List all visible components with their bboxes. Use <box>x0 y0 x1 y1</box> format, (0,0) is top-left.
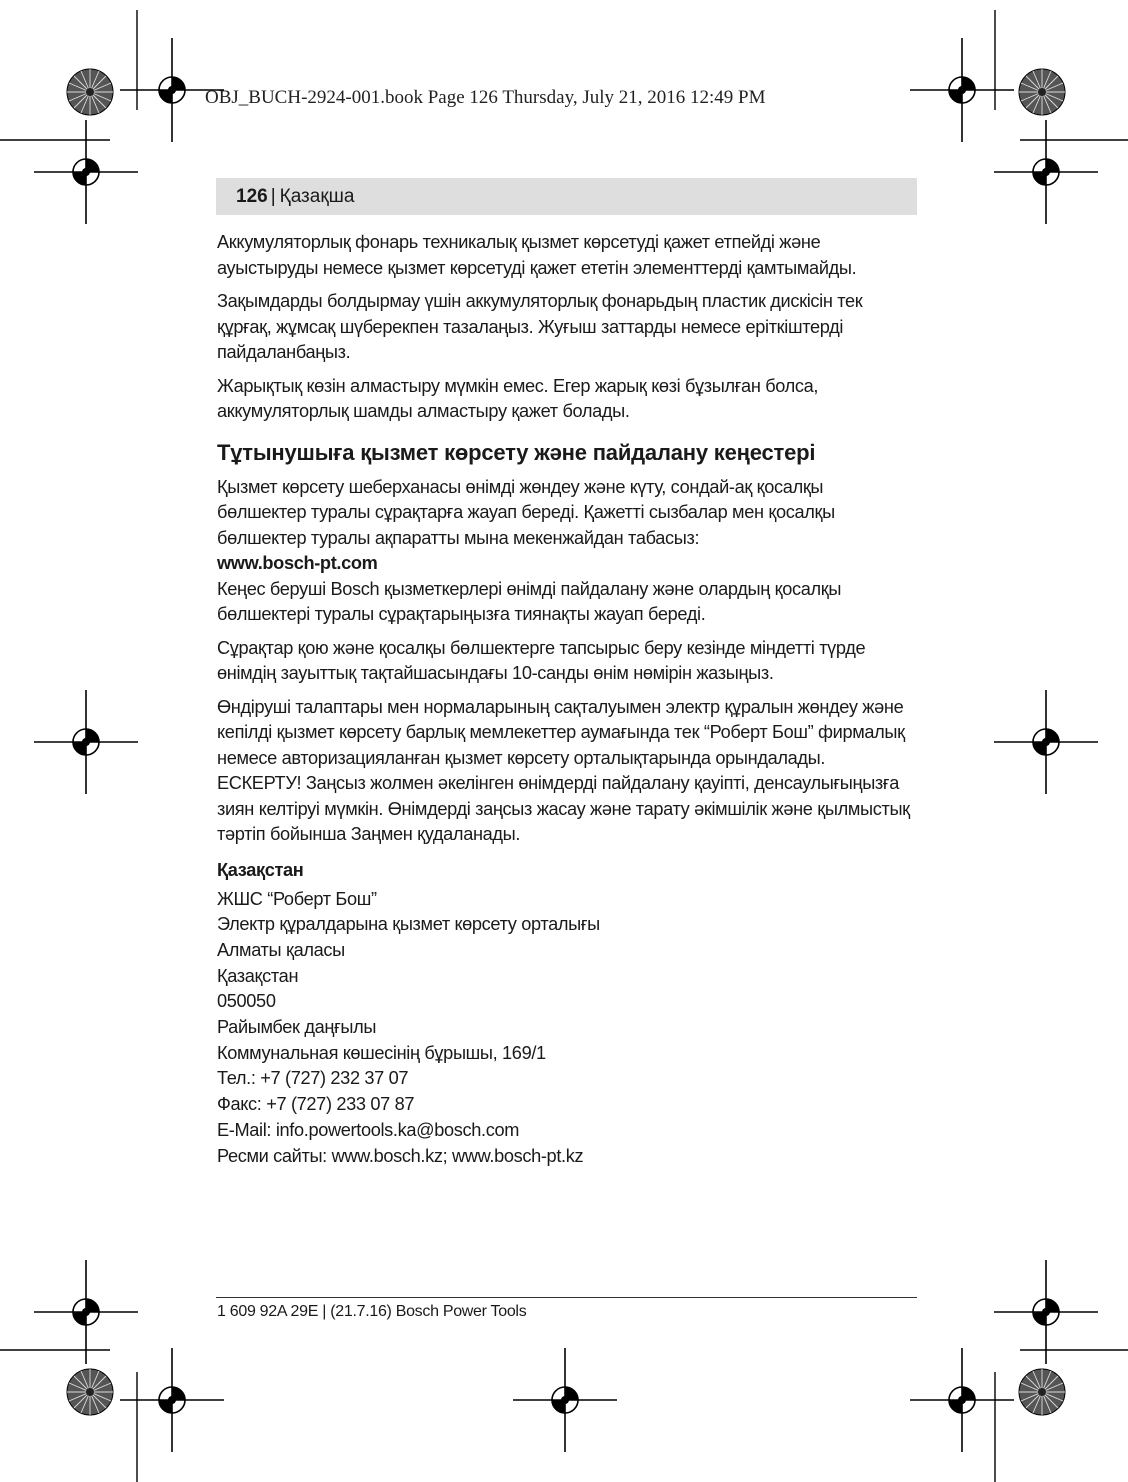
address-line: 050050 <box>217 991 276 1012</box>
address-line: Алматы қаласы <box>217 939 345 960</box>
header-separator: | <box>270 185 276 207</box>
address-line: Факс: +7 (727) 233 07 87 <box>217 1094 415 1115</box>
address-block <box>217 887 917 1170</box>
page-footer: 1 609 92A 29E | (21.7.16) Bosch Power Tools <box>217 1303 527 1320</box>
star-target-icon <box>67 1369 113 1415</box>
address-line: Райымбек даңғылы <box>217 1017 377 1038</box>
address-line: Тел.: +7 (727) 232 37 07 <box>217 1068 409 1089</box>
footer-rule <box>216 1297 917 1298</box>
kazakhstan-heading: Қазақстан <box>217 859 304 880</box>
star-target-icon <box>1019 69 1065 115</box>
service-paragraph: Кеңес беруші Bosch қызметкерлері өнімді пайдалану және олардың қосалқы бөлшектері туралы сұрақтарыңызға тиянақты жауап береді. <box>217 578 842 624</box>
intro-paragraph: Жарықтық көзін алмастыру мүмкін емес. Егер жарық көзі бұзылған болса, аккумуляторлық шамды алмастыру қажет болады. <box>217 375 819 421</box>
intro-paragraph: Аккумуляторлық фонарь техникалық қызмет көрсетуді қажет етпейді және ауыстыруды немесе қызмет көрсетуді қажет ететін элементтерді қамтымайды. <box>217 232 857 278</box>
intro-paragraph: Зақымдарды болдырмау үшін аккумуляторлық фонарьдың пластик дискісін тек құрғақ, жұмсақ шүберекпен тазалаңыз. Жуғыш заттарды немесе еріткіштерді пайдаланбаңыз. <box>217 291 863 362</box>
address-line: Ресми сайты: www.bosch.kz; www.bosch-pt.kz <box>217 1145 584 1166</box>
service-paragraph: Қызмет көрсету шеберханасы өнімді жөндеу және күту, сондай-ақ қосалқы бөлшектер туралы сұрақтарға жауап береді. Қажетті сызбалар мен қосалқы бөлшектер туралы ақпаратты мына мекенжайдан табасыз: <box>217 476 835 548</box>
slug-line: OBJ_BUCH-2924-001.book Page 126 Thursday, July 21, 2016 12:49 PM <box>205 87 766 108</box>
address-line: Коммунальная көшесінің бұрышы, 169/1 <box>217 1042 546 1063</box>
page-content <box>217 230 917 1169</box>
star-target-icon <box>67 69 113 115</box>
address-line: Электр құралдарына қызмет көрсету орталығы <box>217 914 600 935</box>
address-line: ЖШС “Роберт Бош” <box>217 888 377 909</box>
address-line: E-Mail: info.powertools.ka@bosch.com <box>217 1119 520 1140</box>
warning-paragraph: ЕСКЕРТУ! Заңсыз жолмен әкелінген өнімдерді пайдалану қауіпті, денсаулығыңызға зиян келтіруі мүмкін. Өнімдерді заңсыз жасау және тарату әкімшілік және қылмыстық тәртіп бойынша Заңмен қудаланады. <box>217 773 910 844</box>
service-paragraph: Өндіруші талаптары мен нормаларының сақталуымен электр құралын жөндеу және кепілді қызмет көрсету барлық мемлекеттер аумағында тек “Роберт Бош” фирмалық немесе авторизацияланған қызмет көрсету орталықтарында орындалады. <box>217 696 905 768</box>
service-paragraph: Сұрақтар қою және қосалқы бөлшектерге тапсырыс беру кезінде міндетті түрде өнімдің зауыттық тақтайшасындағы 10-санды өнім нөмірін жазыңыз. <box>217 637 866 683</box>
service-heading: Тұтынушыға қызмет көрсету және пайдалану кеңестері <box>217 439 816 465</box>
page-header <box>216 178 917 215</box>
service-url: www.bosch-pt.com <box>217 553 378 573</box>
star-target-icon <box>1019 1369 1065 1415</box>
page-number: 126 <box>236 185 268 207</box>
address-line: Қазақстан <box>217 965 299 986</box>
section-title: Қазақша <box>279 185 355 207</box>
